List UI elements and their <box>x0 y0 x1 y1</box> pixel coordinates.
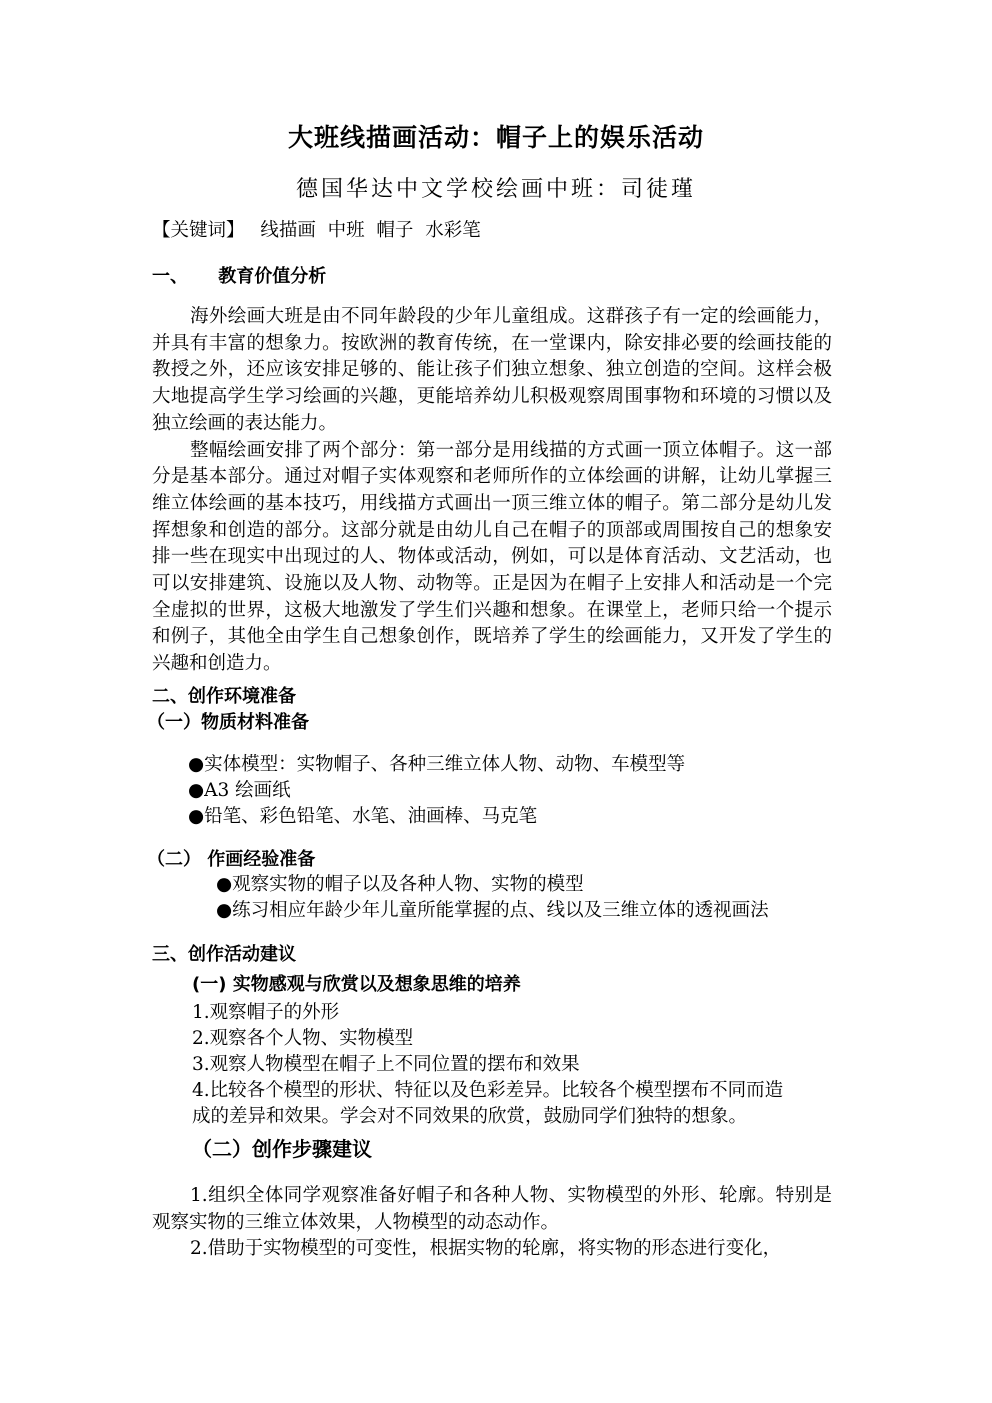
step-paragraph: 1.组织全体同学观察准备好帽子和各种人物、实物模型的外形、轮廓。特别是观察实物的三维立体效果，人物模型的动态动作。 <box>152 1185 832 1233</box>
section3-sub2-heading: （二）创作步骤建议 <box>192 1137 372 1161</box>
observation-list-item-continued: 成的差异和效果。学会对不同效果的欣赏，鼓励同学们独特的想象。 <box>192 1106 748 1127</box>
keywords-label: 【关键词】 <box>152 220 245 241</box>
section1-title: 教育价值分析 <box>218 266 327 287</box>
author-line: 德国华达中文学校绘画中班：司徒瑾 <box>295 177 696 202</box>
section3-heading: 三、创作活动建议 <box>152 944 296 965</box>
observation-list-item: 3.观察人物模型在帽子上不同位置的摆布和效果 <box>192 1054 580 1075</box>
keywords-row <box>152 218 481 244</box>
observation-list-item: 1.观察帽子的外形 <box>192 1002 340 1023</box>
section1-paragraph: 海外绘画大班是由不同年龄段的少年儿童组成。这群孩子有一定的绘画能力，并具有丰富的想象力。按欧洲的教育传统，在一堂课内，除安排必要的绘画技能的教授之外，还应该安排足够的、能让孩子们独立想象、独立创造的空间。这样会极大地提高学生学习绘画的兴趣，更能培养幼儿积极观察周围事物和环境的习惯以及独立绘画的表达能力。 <box>152 306 832 434</box>
material-list-item: ●A3 绘画纸 <box>188 780 291 801</box>
observation-list-item: 2.观察各个人物、实物模型 <box>192 1028 414 1049</box>
document-title: 大班线描画活动：帽子上的娱乐活动 <box>287 123 704 152</box>
experience-list-item: ●观察实物的帽子以及各种人物、实物的模型 <box>216 874 584 895</box>
section2-heading: 二、创作环境准备 <box>152 686 296 707</box>
keywords-text: 线描画 中班 帽子 水彩笔 <box>260 220 481 241</box>
section3-sub1-heading: (一) 实物感观与欣赏以及想象思维的培养 <box>192 974 521 995</box>
observation-list-item: 4.比较各个模型的形状、特征以及色彩差异。比较各个模型摆布不同而造 <box>192 1080 784 1101</box>
section1-number: 一、 <box>152 266 188 287</box>
material-list-item: ●铅笔、彩色铅笔、水笔、油画棒、马克笔 <box>188 806 538 827</box>
material-list-item: ●实体模型：实物帽子、各种三维立体人物、动物、车模型等 <box>188 754 686 775</box>
section1-heading <box>152 264 326 290</box>
section2-sub2-heading: （二） 作画经验准备 <box>147 849 316 870</box>
section1-paragraph: 整幅绘画安排了两个部分：第一部分是用线描的方式画一顶立体帽子。这一部分是基本部分。通过对帽子实体观察和老师所作的立体绘画的讲解，让幼儿掌握三维立体绘画的基本技巧，用线描方式画出一顶三维立体的帽子。第二部分是幼儿发挥想象和创造的部分。这部分就是由幼儿自己在帽子的顶部或周围按自己的想象安排一些在现实中出现过的人、物体或活动，例如，可以是体育活动、文艺活动，也可以安排建筑、设施以及人物、动物等。正是因为在帽子上安排人和活动是一个完全虚拟的世界，这极大地激发了学生们兴趣和想象。在课堂上，老师只给一个提示和例子，其他全由学生自己想象创作，既培养了学生的绘画能力，又开发了学生的兴趣和创造力。 <box>152 439 832 675</box>
section2-sub1-heading: （一）物质材料准备 <box>147 712 309 733</box>
section1-body <box>152 304 832 678</box>
experience-list-item: ●练习相应年龄少年儿童所能掌握的点、线以及三维立体的透视画法 <box>216 900 769 921</box>
section3-body <box>152 1183 832 1263</box>
step-paragraph: 2.借助于实物模型的可变性，根据实物的轮廓，将实物的形态进行变化， <box>190 1238 782 1260</box>
